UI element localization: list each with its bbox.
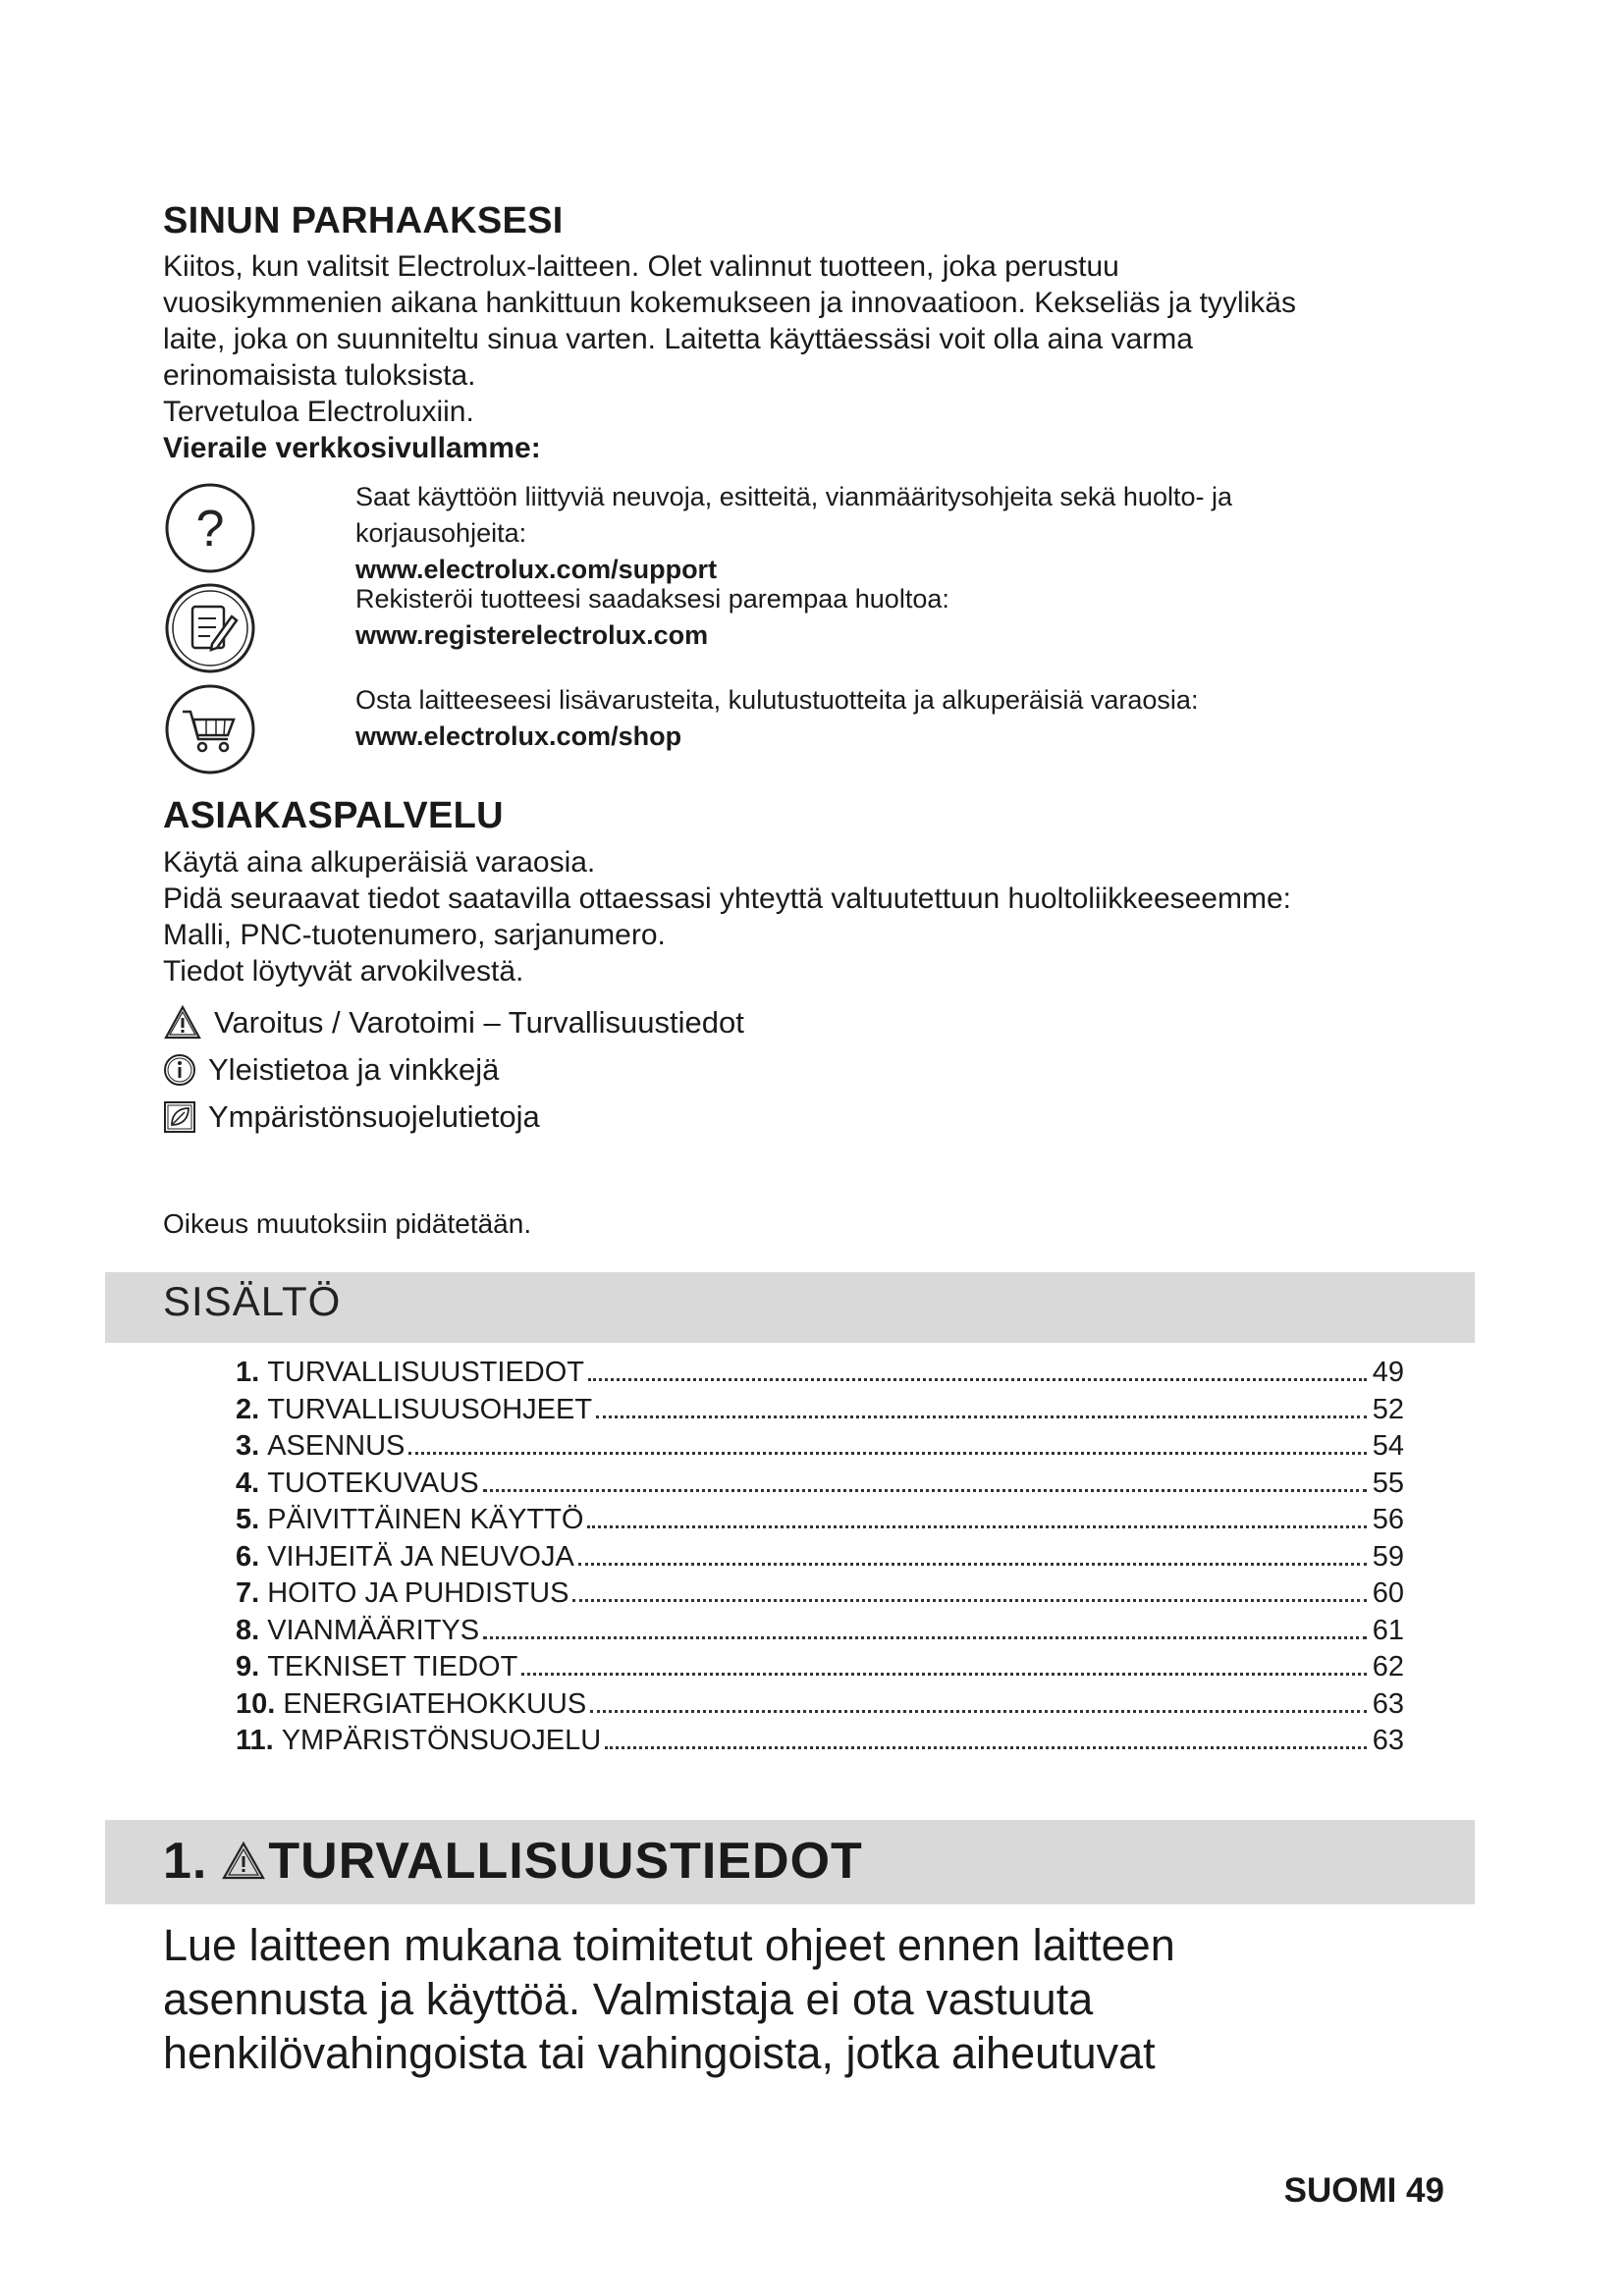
welcome-line: Tervetuloa Electroluxiin. — [163, 396, 474, 428]
service-line: Pidä seuraavat tiedot saatavilla ottaessasi yhteyttä valtuutettuun huoltoliikkeeseemme: — [163, 882, 1291, 915]
support-url[interactable]: www.electrolux.com/support — [355, 555, 718, 584]
table-of-contents — [236, 1357, 1404, 1762]
toc-item[interactable]: 3. ASENNUS 54 — [236, 1430, 1404, 1462]
chapter-title — [163, 1832, 863, 1891]
service-line: Tiedot löytyvät arvokilvestä. — [163, 955, 524, 988]
legend-environment: Ympäristönsuojelutietoja — [163, 1095, 540, 1139]
toc-item[interactable]: 7. HOITO JA PUHDISTUS 60 — [236, 1577, 1404, 1609]
visit-label: Vieraile verkkosivullamme: — [163, 432, 541, 464]
page-footer: SUOMI 49 — [1283, 2171, 1444, 2210]
warning-icon — [163, 1004, 202, 1041]
register-url[interactable]: www.registerelectrolux.com — [355, 620, 709, 650]
toc-item[interactable]: 6. VIHJEITÄ JA NEUVOJA 59 — [236, 1540, 1404, 1573]
cart-icon — [163, 682, 257, 776]
register-icon — [163, 581, 257, 675]
toc-item[interactable]: 11. YMPÄRISTÖNSUOJELU 63 — [236, 1725, 1404, 1756]
toc-header-band — [105, 1272, 1475, 1343]
welcome-text — [163, 248, 1469, 466]
chapter-intro: Lue laitteen mukana toimitetut ohjeet ennen laitteen asennusta ja käyttöä. Valmistaja ei ota vastuuta henkilövahingoista tai vahingoista, jotka aiheutuvat — [163, 1920, 1175, 2078]
toc-item[interactable]: 1. TURVALLISUUSTIEDOT 49 — [236, 1357, 1404, 1388]
register-link-row — [163, 581, 1390, 679]
info-icon — [163, 1053, 196, 1087]
legend-info: Yleistietoa ja vinkkejä — [163, 1048, 499, 1092]
warning-icon — [221, 1841, 266, 1882]
shop-link-text: Osta laitteeseesi lisävarusteita, kulutustuotteita ja alkuperäisiä varaosia: www.electrolux.com/shop — [355, 682, 1386, 755]
welcome-line: Kiitos, kun valitsit Electrolux-laitteen. Olet valinnut tuotteen, joka perustuu — [163, 250, 1119, 283]
svg-text:?: ? — [195, 501, 225, 558]
service-text — [163, 844, 1469, 989]
leaf-icon — [163, 1100, 196, 1134]
change-notice: Oikeus muutoksiin pidätetään. — [163, 1208, 532, 1239]
toc-title: SISÄLTÖ — [163, 1278, 342, 1324]
service-line: Käytä aina alkuperäisiä varaosia. — [163, 846, 596, 879]
support-link-text: Saat käyttöön liittyviä neuvoja, esitteitä, vianmääritysohjeita sekä huolto- ja korjausohjeita: www.electrolux.com/support — [355, 479, 1386, 588]
toc-item[interactable]: 4. TUOTEKUVAUS 55 — [236, 1467, 1404, 1499]
welcome-line: erinomaisista tuloksista. — [163, 359, 476, 392]
toc-item[interactable]: 8. VIANMÄÄRITYS 61 — [236, 1614, 1404, 1646]
legend-warning: Varoitus / Varotoimi – Turvallisuustiedot — [163, 1001, 744, 1044]
welcome-line: laite, joka on suunniteltu sinua varten. Laitetta käyttäessäsi voit olla aina varma — [163, 323, 1193, 355]
shop-url[interactable]: www.electrolux.com/shop — [355, 721, 682, 751]
welcome-line: vuosikymmenien aikana hankittuun kokemukseen ja innovaatioon. Kekseliäs ja tyylikäs — [163, 287, 1296, 319]
toc-item[interactable]: 2. TURVALLISUUSOHJEET 52 — [236, 1393, 1404, 1425]
chapter-number: 1. — [163, 1833, 208, 1890]
register-link-text: Rekisteröi tuotteesi saadaksesi parempaa huoltoa: www.registerelectrolux.com — [355, 581, 1386, 654]
toc-item[interactable]: 10. ENERGIATEHOKKUUS 63 — [236, 1687, 1404, 1720]
chapter-title-text: TURVALLISUUSTIEDOT — [268, 1833, 863, 1890]
service-heading: ASIAKASPALVELU — [163, 795, 504, 836]
service-line: Malli, PNC-tuotenumero, sarjanumero. — [163, 919, 666, 951]
support-link-row — [163, 477, 1390, 584]
welcome-heading: SINUN PARHAAKSESI — [163, 200, 564, 241]
chapter-header-band — [105, 1820, 1475, 1904]
toc-item[interactable]: 9. TEKNISET TIEDOT 62 — [236, 1651, 1404, 1682]
shop-link-row — [163, 682, 1390, 780]
toc-item[interactable]: 5. PÄIVITTÄINEN KÄYTTÖ 56 — [236, 1504, 1404, 1535]
question-icon — [163, 481, 257, 575]
